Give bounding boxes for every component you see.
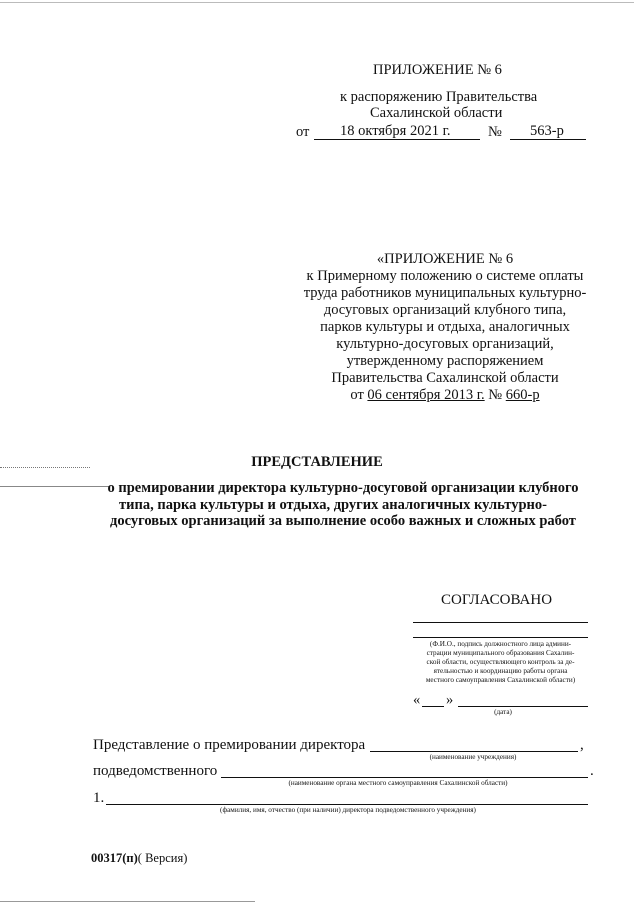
title-line-3: досуговых организаций за выполнение особо важных и сложных работ — [110, 513, 576, 529]
order-date: 18 октября 2021 г. — [340, 123, 451, 139]
approval-line-2 — [413, 637, 588, 638]
appendix-block-date-line — [280, 387, 610, 404]
footer-code — [91, 851, 187, 866]
appendix-from-label: от — [350, 387, 364, 403]
order-number-label: № — [488, 124, 502, 140]
approval-caption-line: местного самоуправления Сахалинской области) — [425, 676, 576, 684]
appendix-block-line: Правительства Сахалинской области — [331, 370, 559, 386]
appendix-number: 660-р — [505, 387, 540, 403]
appendix-block-line: парков культуры и отдыха, аналогичных — [320, 319, 570, 335]
appendix-block-line: утвержденному распоряжением — [346, 353, 544, 369]
institution-name-field[interactable] — [370, 751, 578, 752]
approval-quote-open: « — [413, 692, 421, 708]
approval-quote-close: » — [446, 692, 454, 708]
approval-label: СОГЛАСОВАНО — [441, 592, 553, 608]
authority-name-caption: (наименование органа местного самоуправления Сахалинской области) — [288, 779, 508, 787]
order-line-1: к распоряжению Правительства — [340, 89, 538, 105]
approval-caption-line: ской области, осуществляющего контроль за де- — [426, 658, 575, 666]
approval-line-1 — [413, 622, 588, 623]
scan-artifact — [0, 901, 255, 902]
approval-caption-line: ятельностью и координацию работы органа — [433, 667, 568, 675]
appendix-block-title: «ПРИЛОЖЕНИЕ № 6 — [376, 251, 514, 267]
approval-caption-line: страции муниципального образования Сахалин- — [426, 649, 575, 657]
approval-caption — [398, 640, 603, 685]
order-from-label: от — [296, 124, 310, 140]
form-line-3-num: 1. — [93, 790, 105, 806]
form-line-1-text: Представление о премировании директора — [93, 737, 366, 753]
institution-name-caption: (наименование учреждения) — [429, 753, 517, 761]
approval-date-line — [458, 706, 588, 707]
director-name-field[interactable] — [106, 804, 588, 805]
appendix-number-label: № — [488, 387, 503, 403]
title-line-2: типа, парка культуры и отдыха, других аналогичных культурно- — [119, 497, 547, 513]
footer-code-id: 00317(п) — [91, 851, 138, 865]
appendix-block-line: к Примерному положению о системе оплаты — [306, 268, 584, 284]
form-line-2-end: . — [590, 763, 594, 779]
approval-date-caption: (дата) — [494, 708, 512, 716]
appendix-label: ПРИЛОЖЕНИЕ № 6 — [373, 62, 502, 78]
scan-edge — [0, 2, 634, 3]
appendix-block — [280, 251, 610, 404]
appendix-block-line: досуговых организаций клубного типа, — [323, 302, 567, 318]
order-line-2: Сахалинской области — [370, 105, 503, 121]
appendix-date: 06 сентября 2013 г. — [367, 387, 485, 403]
document-title: ПРЕДСТАВЛЕНИЕ — [251, 454, 383, 470]
appendix-block-line: культурно-досуговых организаций, — [336, 336, 554, 352]
approval-day-line — [422, 706, 444, 707]
appendix-block-line: труда работников муниципальных культурно- — [303, 285, 587, 301]
director-name-caption: (фамилия, имя, отчество (при наличии) директора подведомственного учреждения) — [220, 806, 476, 814]
title-line-1: о премировании директора культурно-досуговой организации клубного — [107, 480, 579, 496]
form-line-1-end: , — [580, 737, 584, 753]
footer-version: ( Версия) — [137, 851, 188, 865]
authority-name-field[interactable] — [221, 777, 588, 778]
form-line-2-text: подведомственного — [93, 763, 218, 779]
order-number: 563-р — [530, 123, 564, 139]
approval-caption-line: (Ф.И.О., подпись должностного лица админи- — [429, 640, 572, 648]
